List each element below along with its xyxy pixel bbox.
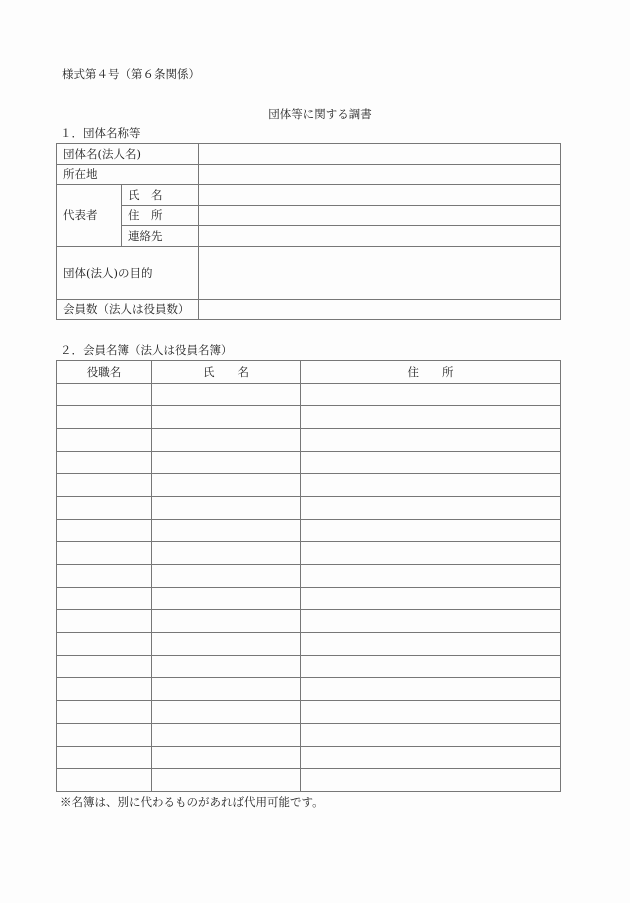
name-cell[interactable] [152,701,301,724]
table-header-row [57,361,561,384]
rep-name-field[interactable] [199,185,561,206]
table-row [57,565,561,588]
table-row [57,246,561,299]
table-row [57,587,561,610]
position-cell[interactable] [57,633,152,656]
table-row [57,428,561,451]
table-row [57,610,561,633]
rep-contact-field[interactable] [199,226,561,247]
table-row [57,205,561,226]
name-cell[interactable] [152,428,301,451]
table-row [57,144,561,165]
address-cell[interactable] [301,451,561,474]
roster-body [57,383,561,791]
address-cell[interactable] [301,746,561,769]
document-title: 団体等に関する調書 [268,107,372,121]
name-cell[interactable] [152,474,301,497]
organization-info-table [56,143,561,320]
address-cell[interactable] [301,655,561,678]
table-row [57,185,561,206]
address-cell[interactable] [301,496,561,519]
name-cell[interactable] [152,678,301,701]
column-header-name: 氏 名 [152,361,301,384]
name-cell[interactable] [152,383,301,406]
column-header-position: 役職名 [57,361,152,384]
position-cell[interactable] [57,701,152,724]
table-row [57,519,561,542]
name-cell[interactable] [152,655,301,678]
position-cell[interactable] [57,610,152,633]
rep-contact-label: 連絡先 [122,226,199,247]
position-cell[interactable] [57,723,152,746]
name-cell[interactable] [152,496,301,519]
address-cell[interactable] [301,383,561,406]
table-row [57,633,561,656]
table-row [57,678,561,701]
table-row [57,406,561,429]
purpose-field[interactable] [199,246,561,299]
purpose-label: 団体(法人)の目的 [57,246,199,299]
address-cell[interactable] [301,701,561,724]
position-cell[interactable] [57,678,152,701]
table-row [57,496,561,519]
rep-address-field[interactable] [199,205,561,226]
table-row [57,474,561,497]
position-cell[interactable] [57,587,152,610]
position-cell[interactable] [57,383,152,406]
position-cell[interactable] [57,519,152,542]
table-row [57,655,561,678]
position-cell[interactable] [57,406,152,429]
position-cell[interactable] [57,428,152,451]
address-cell[interactable] [301,769,561,792]
table-row [57,226,561,247]
table-row [57,299,561,320]
table-row [57,542,561,565]
name-cell[interactable] [152,769,301,792]
member-roster-table [56,360,561,792]
column-header-address: 住 所 [301,361,561,384]
address-field[interactable] [199,164,561,185]
name-cell[interactable] [152,610,301,633]
position-cell[interactable] [57,655,152,678]
table-row [57,701,561,724]
position-cell[interactable] [57,496,152,519]
address-label: 所在地 [57,164,199,185]
address-cell[interactable] [301,519,561,542]
position-cell[interactable] [57,542,152,565]
form-number: 様式第４号（第６条関係） [62,67,200,81]
table-row [57,746,561,769]
org-name-label: 団体名(法人名) [57,144,199,165]
name-cell[interactable] [152,633,301,656]
name-cell[interactable] [152,406,301,429]
position-cell[interactable] [57,474,152,497]
position-cell[interactable] [57,565,152,588]
table-row [57,769,561,792]
address-cell[interactable] [301,428,561,451]
address-cell[interactable] [301,723,561,746]
name-cell[interactable] [152,565,301,588]
position-cell[interactable] [57,451,152,474]
address-cell[interactable] [301,565,561,588]
name-cell[interactable] [152,451,301,474]
address-cell[interactable] [301,474,561,497]
address-cell[interactable] [301,633,561,656]
footnote: ※名簿は、別に代わるものがあれば代用可能です。 [60,795,324,809]
name-cell[interactable] [152,746,301,769]
representative-label: 代表者 [57,185,122,247]
table-row [57,383,561,406]
table-row [57,451,561,474]
name-cell[interactable] [152,723,301,746]
address-cell[interactable] [301,678,561,701]
table-row [57,723,561,746]
address-cell[interactable] [301,610,561,633]
position-cell[interactable] [57,769,152,792]
member-count-field[interactable] [199,299,561,320]
rep-name-label: 氏 名 [122,185,199,206]
position-cell[interactable] [57,746,152,769]
member-count-label: 会員数（法人は役員数） [57,299,199,320]
name-cell[interactable] [152,519,301,542]
table-row [57,164,561,185]
section1-heading: １．団体名称等 [60,126,141,140]
address-cell[interactable] [301,542,561,565]
address-cell[interactable] [301,587,561,610]
name-cell[interactable] [152,542,301,565]
org-name-field[interactable] [199,144,561,165]
name-cell[interactable] [152,587,301,610]
rep-address-label: 住 所 [122,205,199,226]
section2-heading: ２．会員名簿（法人は役員名簿） [60,343,233,357]
address-cell[interactable] [301,406,561,429]
